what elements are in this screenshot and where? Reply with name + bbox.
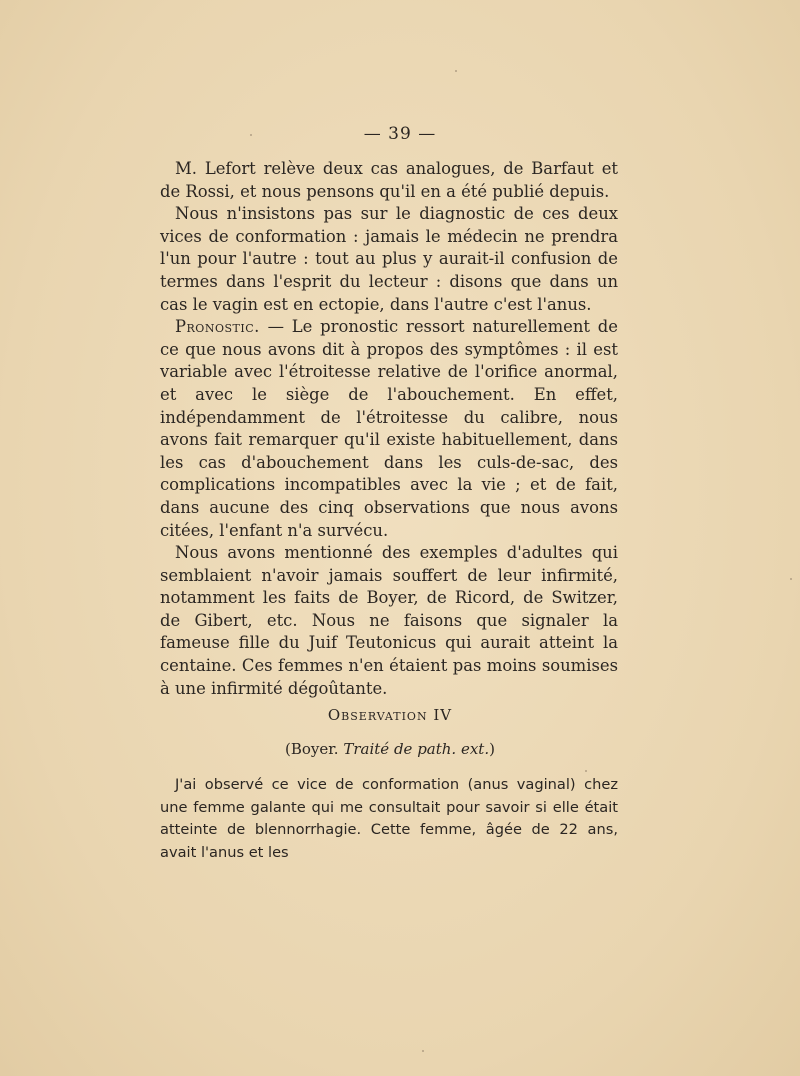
main-text	[160, 158, 618, 700]
paper-speck	[585, 770, 587, 772]
paper-speck	[422, 1050, 424, 1052]
observation-source-work: Traité de path. ext.	[343, 740, 490, 758]
paper-speck	[250, 134, 252, 136]
observation-title: Observation IV	[327, 706, 453, 724]
pronostic-heading: Pronostic.	[175, 317, 260, 337]
paper-speck	[455, 70, 457, 72]
observation-text: J'ai observé ce vice de conformation (anus vaginal) chez une femme galante qui me consultait pour savoir si elle était atteinte de blennorrhagie. Cette femme, âgée de 22 ans, avait l'anus et les	[160, 776, 618, 861]
observation-source-close: )	[489, 740, 495, 758]
paragraph-adultes: Nous avons mentionné des exemples d'adultes qui semblaient n'avoir jamais souffert de leur infirmité, notamment les faits de Boyer, de Ricord, de Switzer, de Gibert, etc. Nous ne faisons que signaler la fameuse fille du Juif Teutonicus qui aurait atteint la centaine. Ces femmes n'en étaient pas moins soumises à une infirmité dégoûtante.	[160, 543, 618, 698]
paper-speck	[790, 578, 792, 580]
paragraph-lefort: M. Lefort relève deux cas analogues, de Barfaut et de Rossi, et nous pensons qu'il en a été publié depuis.	[160, 159, 618, 201]
pronostic-text: — Le pronostic ressort naturellement de ce que nous avons dit à propos des symptômes : il est variable avec l'étroitesse relative de l'orifice anormal, et avec le siège de l'abouchement. En effet, indépendamment de l'étroitesse du calibre, nous avons fait remarquer qu'il existe habituellement, dans les cas d'abouchement dans les culs-de-sac, des complications incompatibles avec la vie ; et de fait, dans aucune des cinq observations que nous avons citées, l'enfant n'a survécu.	[160, 317, 618, 540]
observation-source	[0, 740, 780, 758]
paragraph-pronostic	[160, 316, 618, 542]
page-number: — 39 —	[363, 124, 437, 144]
observation-text-block	[160, 774, 618, 864]
observation-source-author: (Boyer.	[285, 740, 344, 758]
paragraph-diagnostic: Nous n'insistons pas sur le diagnostic de ces deux vices de conformation : jamais le médecin ne prendra l'un pour l'autre : tout au plus y aurait-il confusion de termes dans l'esprit du lecteur : disons que dans un cas le vagin est en ectopie, dans l'autre c'est l'anus.	[160, 204, 618, 314]
